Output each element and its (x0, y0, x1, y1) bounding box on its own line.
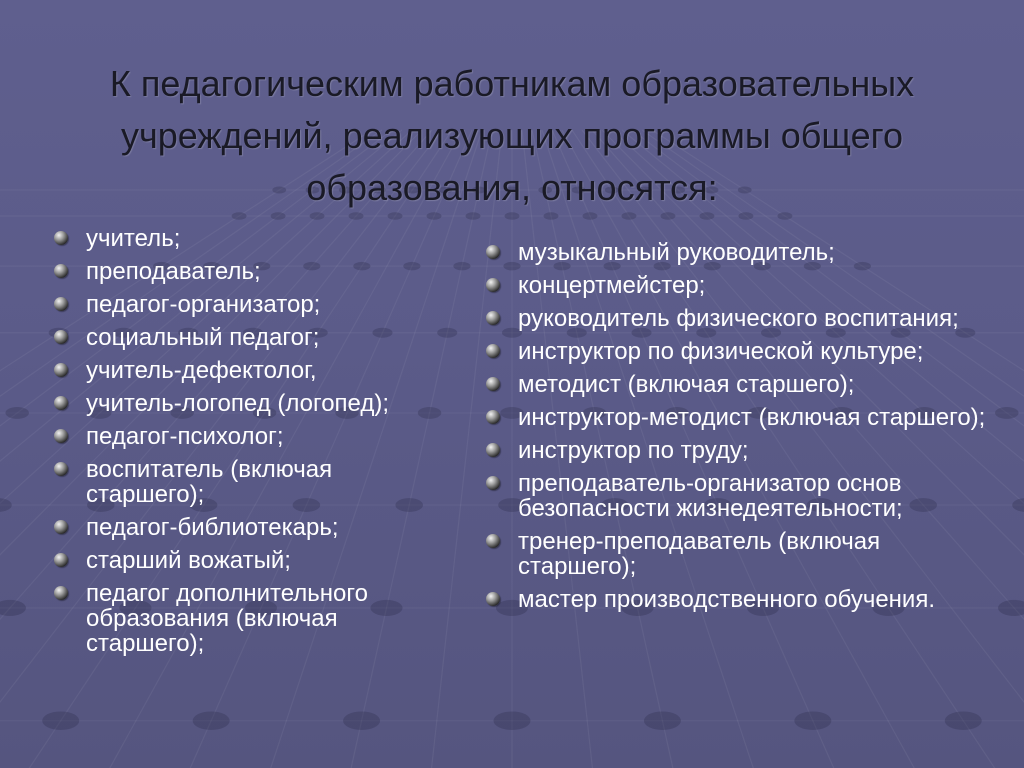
left-list-item (54, 325, 444, 350)
sphere-bullet-icon (54, 520, 68, 534)
left-list-item-text: учитель-логопед (логопед); (86, 390, 390, 417)
left-list-item (54, 358, 444, 383)
left-list-item (54, 515, 444, 540)
sphere-bullet-icon (54, 396, 68, 410)
left-list-item (54, 292, 444, 317)
title-line-2: учреждений, реализующих программы общего (121, 115, 903, 156)
left-list-item (54, 259, 444, 284)
right-list-item (486, 405, 996, 430)
right-bullet-list (486, 240, 996, 620)
left-list-item-text: учитель-дефектолог, (86, 357, 317, 384)
right-list-item-text: концертмейстер; (518, 272, 706, 299)
sphere-bullet-icon (54, 429, 68, 443)
left-list-item-text: социальный педагог; (86, 324, 320, 351)
left-list-item (54, 424, 444, 449)
sphere-bullet-icon (54, 363, 68, 377)
left-list-item-text: педагог-психолог; (86, 423, 284, 450)
sphere-bullet-icon (54, 297, 68, 311)
right-list-item-text: руководитель физического воспитания; (518, 305, 959, 332)
sphere-bullet-icon (486, 344, 500, 358)
right-list-item-text: инструктор-методист (включая старшего); (518, 404, 986, 431)
right-list-item (486, 240, 996, 265)
right-list-item-text: музыкальный руководитель; (518, 239, 835, 266)
left-list-item-text: педагог-библиотекарь; (86, 514, 339, 541)
left-list-item-text: учитель; (86, 225, 181, 252)
right-list-item-text: методист (включая старшего); (518, 371, 855, 398)
sphere-bullet-icon (54, 330, 68, 344)
sphere-bullet-icon (54, 553, 68, 567)
left-list-item (54, 548, 444, 573)
right-list-item-text: преподаватель-организатор основ безопасности жизнедеятельности; (518, 470, 903, 522)
left-list-item-text: педагог дополнительного образования (включая старшего); (86, 580, 368, 657)
right-list-item-text: тренер-преподаватель (включая старшего); (518, 528, 881, 580)
left-list-item (54, 226, 444, 251)
left-list-item-text: преподаватель; (86, 258, 261, 285)
right-list-item (486, 587, 996, 612)
title-line-1: К педагогическим работникам образовательных (109, 63, 915, 104)
right-list-item-text: инструктор по труду; (518, 437, 749, 464)
sphere-bullet-icon (486, 443, 500, 457)
right-list-item-text: мастер производственного обучения. (518, 586, 935, 613)
right-list-item (486, 438, 996, 463)
sphere-bullet-icon (486, 245, 500, 259)
sphere-bullet-icon (486, 476, 500, 490)
sphere-bullet-icon (54, 462, 68, 476)
sphere-bullet-icon (486, 278, 500, 292)
left-list-item (54, 581, 444, 656)
right-list-item (486, 273, 996, 298)
right-list-item (486, 529, 996, 579)
title-line-3: образования, относятся: (306, 167, 718, 208)
sphere-bullet-icon (486, 311, 500, 325)
sphere-bullet-icon (54, 264, 68, 278)
left-list-item-text: старший вожатый; (86, 547, 291, 574)
left-list-item (54, 457, 444, 507)
sphere-bullet-icon (486, 377, 500, 391)
right-list-item (486, 339, 996, 364)
sphere-bullet-icon (54, 231, 68, 245)
right-list-item-text: инструктор по физической культуре; (518, 338, 924, 365)
left-bullet-list (54, 226, 444, 664)
right-list-item (486, 372, 996, 397)
sphere-bullet-icon (54, 586, 68, 600)
sphere-bullet-icon (486, 592, 500, 606)
left-list-item-text: воспитатель (включая старшего); (86, 456, 333, 508)
left-list-item (54, 391, 444, 416)
right-list-item (486, 471, 996, 521)
slide-title (40, 58, 984, 214)
left-list-item-text: педагог-организатор; (86, 291, 321, 318)
right-list-item (486, 306, 996, 331)
sphere-bullet-icon (486, 410, 500, 424)
sphere-bullet-icon (486, 534, 500, 548)
